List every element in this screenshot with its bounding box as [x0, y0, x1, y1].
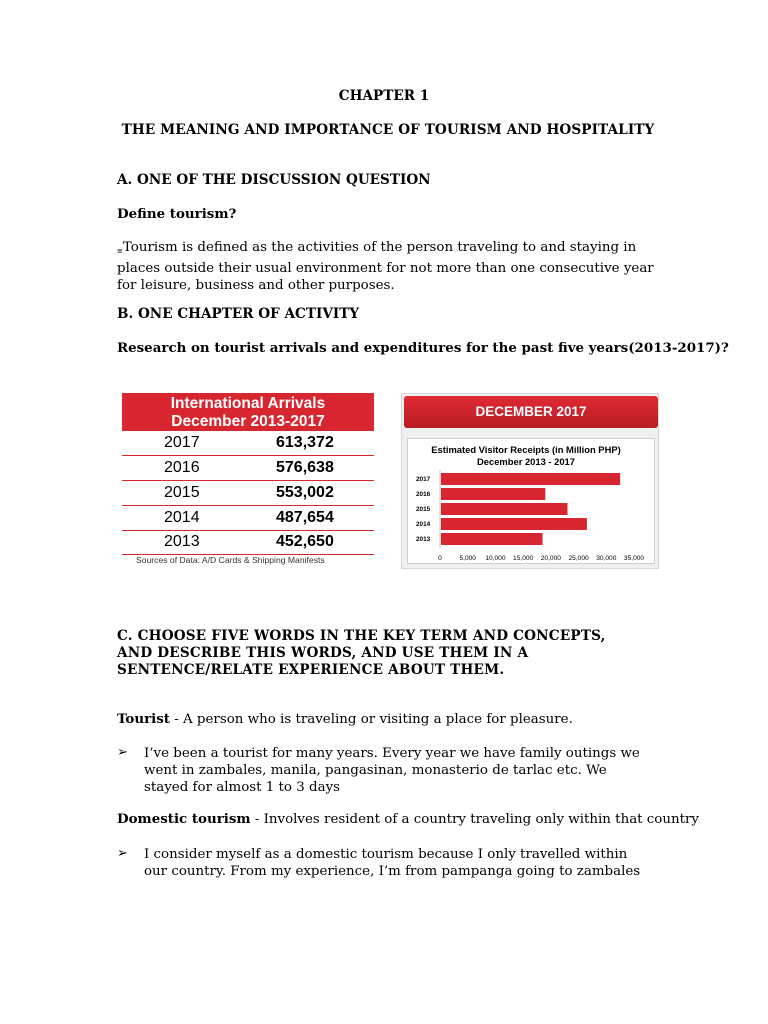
arrivals-table-header: [122, 393, 374, 431]
term-label: Tourist: [117, 711, 170, 727]
table-row: [122, 530, 374, 555]
chapter-heading: CHAPTER 1: [338, 88, 430, 104]
chart-subtitle: December 2013 - 2017: [477, 456, 575, 467]
x-tick-label: 30,000: [596, 555, 617, 562]
bar-2017: [441, 473, 620, 485]
bar-2016: [441, 488, 545, 500]
section-a-answer: [117, 239, 657, 294]
term-definition: - Involves resident of a country traveling only within that country: [250, 812, 699, 827]
category-label: 2013: [416, 536, 431, 543]
x-tick-label: 25,000: [568, 555, 589, 562]
chapter-title: THE MEANING AND IMPORTANCE OF TOURISM AND HOSPITALITY: [121, 122, 655, 138]
x-tick-label: 15,000: [513, 555, 534, 562]
arrivals-year: 2017: [164, 434, 200, 451]
arrivals-value: 487,654: [276, 509, 334, 526]
section-b-question: Research on tourist arrivals and expenditures for the past five years(2013-2017)?: [117, 340, 729, 356]
category-label: 2016: [416, 491, 431, 498]
arrivals-year: 2014: [164, 509, 200, 526]
arrivals-year: 2015: [164, 484, 200, 501]
section-a-question: Define tourism?: [117, 206, 237, 222]
x-tick-label: 0: [438, 555, 442, 562]
term-domestic-tourism: [117, 811, 699, 827]
category-label: 2017: [416, 476, 431, 483]
arrivals-title-line2: December 2013-2017: [171, 413, 325, 430]
arrow-bullet-icon: ➢: [117, 846, 128, 861]
arrivals-year: 2016: [164, 459, 200, 476]
arrivals-table: [122, 393, 374, 569]
term-label: Domestic tourism: [117, 811, 251, 827]
arrivals-value: 553,002: [276, 484, 334, 501]
table-row: [122, 481, 374, 506]
table-row: [122, 506, 374, 531]
arrivals-year: 2013: [164, 533, 200, 550]
bar-2013: [441, 533, 543, 545]
bullet-text: I’ve been a tourist for many years. Every year we have family outings we went in zambales, manila, pangasinan, monasterio de tarlac etc. We stayed for almost 1 to 3 days: [144, 746, 640, 795]
chart-title: Estimated Visitor Receipts (in Million PHP): [431, 444, 621, 455]
x-tick-label: 35,000: [623, 555, 645, 562]
x-tick-label: 20,000: [540, 555, 561, 562]
arrivals-value: 613,372: [276, 434, 334, 451]
arrivals-title-line1: International Arrivals: [170, 395, 326, 412]
section-a-heading: A. ONE OF THE DISCUSSION QUESTION: [117, 172, 431, 188]
section-b-heading: B. ONE CHAPTER OF ACTIVITY: [117, 306, 360, 322]
category-label: 2015: [416, 506, 431, 513]
answer-mark: ≡: [117, 247, 122, 255]
bar-2014: [441, 518, 587, 530]
term-tourist: [117, 711, 657, 727]
table-row: [122, 456, 374, 481]
section-a-answer-text: Tourism is defined as the activities of the person traveling to and staying in places outside their usual environment for not more than one consecutive year for leisure, business and other purposes.: [117, 240, 654, 293]
receipts-chart-panel: [407, 438, 655, 564]
receipts-chart: [408, 439, 654, 563]
term-definition: - A person who is traveling or visiting a place for pleasure.: [169, 712, 573, 727]
x-tick-label: 5,000: [459, 555, 476, 562]
arrivals-value: 452,650: [276, 533, 334, 550]
receipts-banner: DECEMBER 2017: [404, 396, 658, 428]
x-tick-label: 10,000: [485, 555, 506, 562]
bar-2015: [441, 503, 567, 515]
arrow-bullet-icon: ➢: [117, 745, 128, 760]
receipts-chart-card: [401, 393, 659, 569]
arrivals-source-note: Sources of Data: A/D Cards & Shipping Manifests: [136, 555, 325, 565]
arrivals-value: 576,638: [276, 459, 334, 476]
category-label: 2014: [416, 521, 431, 528]
section-c-heading: C. CHOOSE FIVE WORDS IN THE KEY TERM AND CONCEPTS, AND DESCRIBE THIS WORDS, AND USE THEM IN A SENTENCE/RELATE EXPERIENCE ABOUT THEM.: [117, 628, 606, 678]
table-row: [122, 431, 374, 456]
bullet-text: I consider myself as a domestic tourism because I only travelled within our country. From my experience, I’m from pampanga going to zambales: [144, 847, 641, 879]
